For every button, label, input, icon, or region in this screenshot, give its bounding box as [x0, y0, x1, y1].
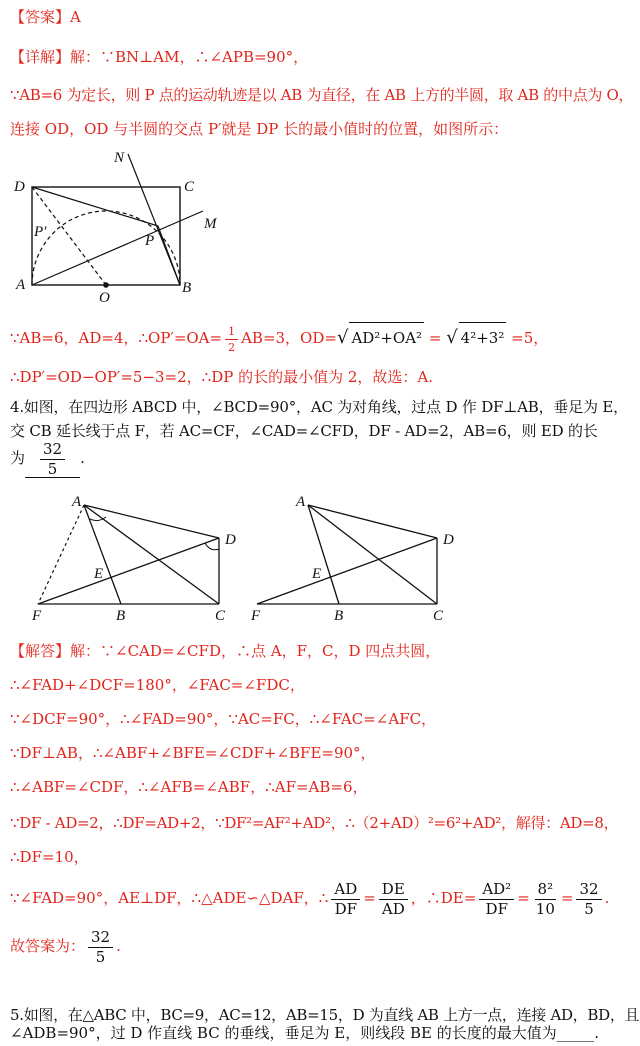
rect-abcd [32, 187, 180, 285]
detail-4c: = [428, 329, 442, 347]
sol-8e: . [604, 889, 610, 907]
label-a3: A [296, 494, 306, 510]
detail-line-1 [10, 46, 308, 68]
semicircle [32, 211, 180, 285]
seg-ab [84, 505, 121, 604]
label-b2: B [116, 608, 126, 624]
frac-32-5 [576, 879, 601, 918]
f2-num: DE [379, 882, 408, 900]
frac-ad2-df [479, 879, 514, 918]
f1-den: DF [334, 899, 357, 918]
sol-9b: . [116, 937, 121, 955]
q4-ans-num: 32 [40, 442, 65, 460]
sol-text-1: 解：∵∠CAD=∠CFD，∴点 A，F，C，D 四点共圆， [70, 642, 441, 660]
detail-4b: AB=3，OD= [241, 329, 337, 347]
label-d2: D [225, 532, 236, 548]
detail-line-3: 连接 OD，OD 与半圆的交点 P′就是 DP 长的最小值时的位置，如图所示： [10, 120, 509, 138]
figure-quad-left [20, 490, 260, 625]
sol-line-7: ∴DF=10， [10, 848, 89, 866]
label-b: B [182, 280, 192, 296]
frac-final [88, 927, 113, 966]
sol-line-3: ∵∠DCF=90°，∴∠FAD=90°，∵AC=FC，∴∠FAC=∠AFC， [10, 710, 437, 728]
q5-line-2: ∠ADB=90°，过 D 作直线 BC 的垂线，垂足为 E，则线段 BE 的长度的最大值为_____. [10, 1024, 599, 1042]
detail-4d: =5， [511, 329, 549, 347]
q4-line-1: 4.如图，在四边形 ABCD 中，∠BCD=90°，AC 为对角线，过点 D 作 DF⊥AB，垂足为 E， [10, 398, 628, 416]
label-o: O [99, 290, 110, 306]
fraction-half [225, 326, 238, 353]
sol-9a: 故答案为： [10, 937, 86, 955]
q4-line-2: 交 CB 延长线于点 F，若 AC=CF，∠CAD=∠CFD，DF - AD=2，AB=6，则 ED 的长 [10, 422, 598, 440]
line-am [32, 211, 203, 285]
point-o [103, 282, 109, 288]
label-c3: C [433, 608, 444, 624]
seg-ac [84, 505, 219, 604]
label-e3: E [312, 566, 322, 582]
frac-64-10 [533, 879, 558, 918]
detail-line-5: ∴DP′=OD−OP′=5−3=2，∴DP 的长的最小值为 2，故选：A. [10, 368, 434, 386]
label-n: N [114, 150, 125, 166]
figure-quad-right [240, 490, 470, 625]
sol-line-2: ∴∠FAD+∠DCF=180°，∠FAC=∠FDC， [10, 676, 305, 694]
f6-den: 5 [95, 947, 106, 966]
frac-ad-df [331, 879, 360, 918]
label-c: C [184, 179, 195, 195]
sol-line-1 [10, 640, 440, 662]
seg-fd [38, 538, 219, 604]
label-b3: B [334, 608, 344, 624]
sol-line-5: ∴∠ABF=∠CDF，∴∠AFB=∠ABF，∴AF=AB=6， [10, 778, 368, 796]
q4-wei: 为 [10, 449, 26, 467]
detail-text-1: 解：∵BN⊥AM，∴∠APB=90°， [70, 48, 309, 66]
q4-line-3 [10, 440, 85, 478]
sqrt-icon-2: √ [446, 327, 458, 348]
sol-line-9 [10, 926, 121, 966]
frac-den: 2 [228, 340, 236, 354]
figure-rectangle-semicircle [10, 146, 220, 306]
detail-4a: ∵AB=6，AD=4，∴OP′=OA= [10, 329, 223, 347]
seg-ac-r [308, 505, 437, 604]
label-d3: D [443, 532, 454, 548]
sol-8c: = [517, 889, 530, 907]
q5-line-1: 5.如图，在△ABC 中，BC=9，AC=12，AB=15，D 为直线 AB 上方一点，连接 AD，BD，且 [10, 1006, 640, 1024]
sol-line-6: ∵DF - AD=2，∴DF=AD+2，∵DF²=AF²+AD²，∴（2+AD）²=6²+AD²，解得：AD=8， [10, 814, 619, 832]
detail-line-2: ∵AB=6 为定长，则 P 点的运动轨迹是以 AB 为直径，在 AB 上方的半圆，取 AB 的中点为 O， [10, 86, 634, 104]
frac-num: 1 [225, 326, 238, 340]
sqrt-icon: √ [336, 327, 349, 348]
sqrt-2: 4²+3² [459, 322, 507, 353]
label-c2: C [215, 608, 226, 624]
line-pb [158, 226, 180, 285]
label-d: D [14, 179, 25, 195]
label-p-prime: P′ [34, 224, 47, 240]
sol-tag: 【解答】 [10, 642, 71, 660]
f4-num: 8² [535, 882, 557, 900]
f2-den: AD [381, 899, 405, 918]
sol-line-8 [10, 878, 609, 918]
f4-den: 10 [535, 899, 555, 918]
seg-ad-r [308, 505, 437, 538]
sol-8eq: = [363, 889, 376, 907]
f1-num: AD [331, 882, 360, 900]
f5-den: 5 [584, 899, 594, 918]
seg-fd-r [257, 538, 437, 604]
sol-line-4: ∵DF⊥AB，∴∠ABF+∠BFE=∠CDF+∠BFE=90°， [10, 744, 376, 762]
sol-8b: ，∴DE= [410, 889, 477, 907]
q4-answer-blank [25, 440, 80, 478]
sol-8d: = [560, 889, 574, 907]
f5-num: 32 [576, 882, 601, 900]
label-f2: F [32, 608, 42, 624]
line-dp [32, 187, 158, 226]
angle-mark-d [205, 543, 219, 550]
label-e2: E [94, 566, 104, 582]
label-a: A [16, 277, 26, 293]
f3-den: DF [485, 899, 508, 918]
f6-num: 32 [88, 930, 113, 948]
q4-ans-den: 5 [47, 459, 58, 478]
sqrt-1: AD²+OA² [349, 322, 424, 353]
frac-de-ad [379, 879, 408, 918]
q4-answer-frac [40, 439, 65, 478]
label-f3: F [251, 608, 261, 624]
label-m: M [204, 216, 217, 232]
sol-8a: ∵∠FAD=90°，AE⊥DF，∴△ADE∽△DAF，∴ [10, 889, 329, 907]
seg-ad [84, 505, 219, 538]
f3-num: AD² [479, 882, 514, 900]
detail-line-4 [10, 322, 548, 353]
q4-period: . [80, 449, 85, 467]
answer-line: 【答案】A [10, 8, 81, 26]
label-p: P [145, 233, 155, 249]
label-a2: A [72, 494, 82, 510]
detail-tag: 【详解】 [10, 48, 71, 66]
seg-ab-r [308, 505, 339, 604]
